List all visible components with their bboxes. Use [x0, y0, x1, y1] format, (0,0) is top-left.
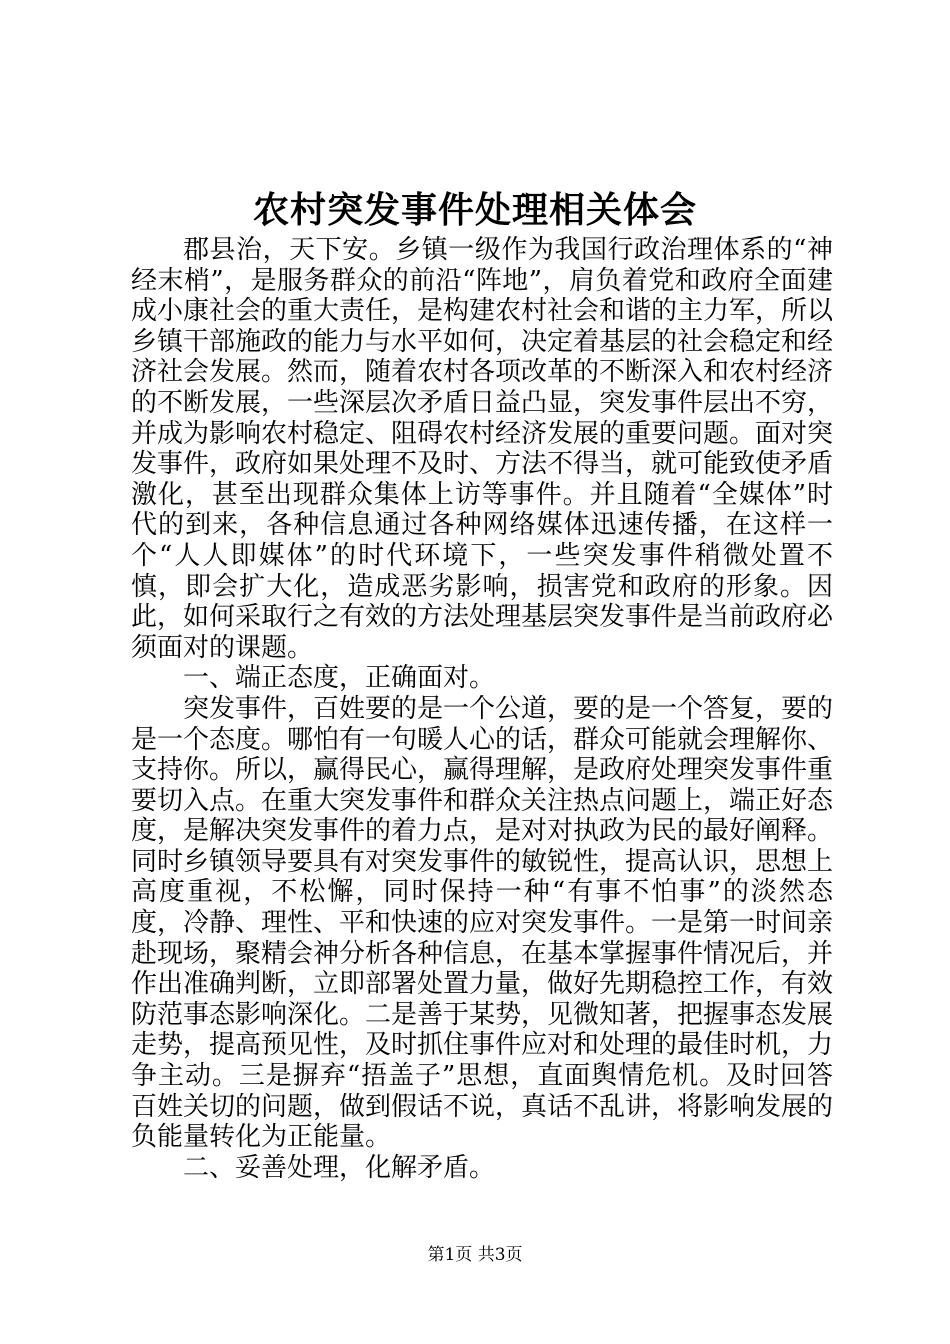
page-number-footer: 第1页 共3页 [427, 1245, 523, 1265]
section-heading-1: 一、端正态度，正确面对。 [183, 663, 496, 694]
document-title: 农村突发事件处理相关体会 [252, 189, 697, 231]
paragraph-intro: 郡县治，天下安。乡镇一级作为我国行政治理体系的“神经末梢”，是服务群众的前沿“阵地”，肩负着党和政府全面建成小康社会的重大责任，是构建农村社会和谐的主力军，所以乡镇干部施政的能力与水平如何，决定着基层的社会稳定和经济社会发展。然而，随着农村各项改革的不断深入和农村经济的不断发展，一些深层次矛盾日益凸显，突发事件层出不穷，并成为影响农村稳定、阻碍农村经济发展的重要问题。面对突发事件，政府如果处理不及时、方法不得当，就可能致使矛盾激化，甚至出现群众集体上访等事件。并且随着“全媒体”时代的到来，各种信息通过各种网络媒体迅速传播，在这样一个“人人即媒体”的时代环境下，一些突发事件稍微处置不慎，即会扩大化，造成恶劣影响，损害党和政府的形象。因此，如何采取行之有效的方法处理基层突发事件是当前政府必须面对的课题。 [131, 235, 834, 663]
document-body [131, 235, 833, 1183]
section-heading-2: 二、妥善处理，化解矛盾。 [183, 1152, 496, 1183]
paragraph-section-1: 突发事件，百姓要的是一个公道，要的是一个答复，要的是一个态度。哪怕有一句暖人心的话，群众可能就会理解你、支持你。所以，赢得民心，赢得理解，是政府处理突发事件重要切入点。在重大突发事件和群众关注热点问题上，端正好态度，是解决突发事件的着力点，是对对执政为民的最好阐释。同时乡镇领导要具有对突发事件的敏锐性，提高认识，思想上高度重视，不松懈，同时保持一种“有事不怕事”的淡然态度，冷静、理性、平和快速的应对突发事件。一是第一时间亲赴现场，聚精会神分析各种信息，在基本掌握事件情况后，并作出准确判断，立即部署处置力量，做好先期稳控工作，有效防范事态影响深化。二是善于某势，见微知著，把握事态发展走势，提高预见性，及时抓住事件应对和处理的最佳时机，力争主动。三是摒弃“捂盖子”思想，直面舆情危机。及时回答百姓关切的问题，做到假话不说，真话不乱讲，将影响发展的负能量转化为正能量。 [131, 693, 834, 1153]
